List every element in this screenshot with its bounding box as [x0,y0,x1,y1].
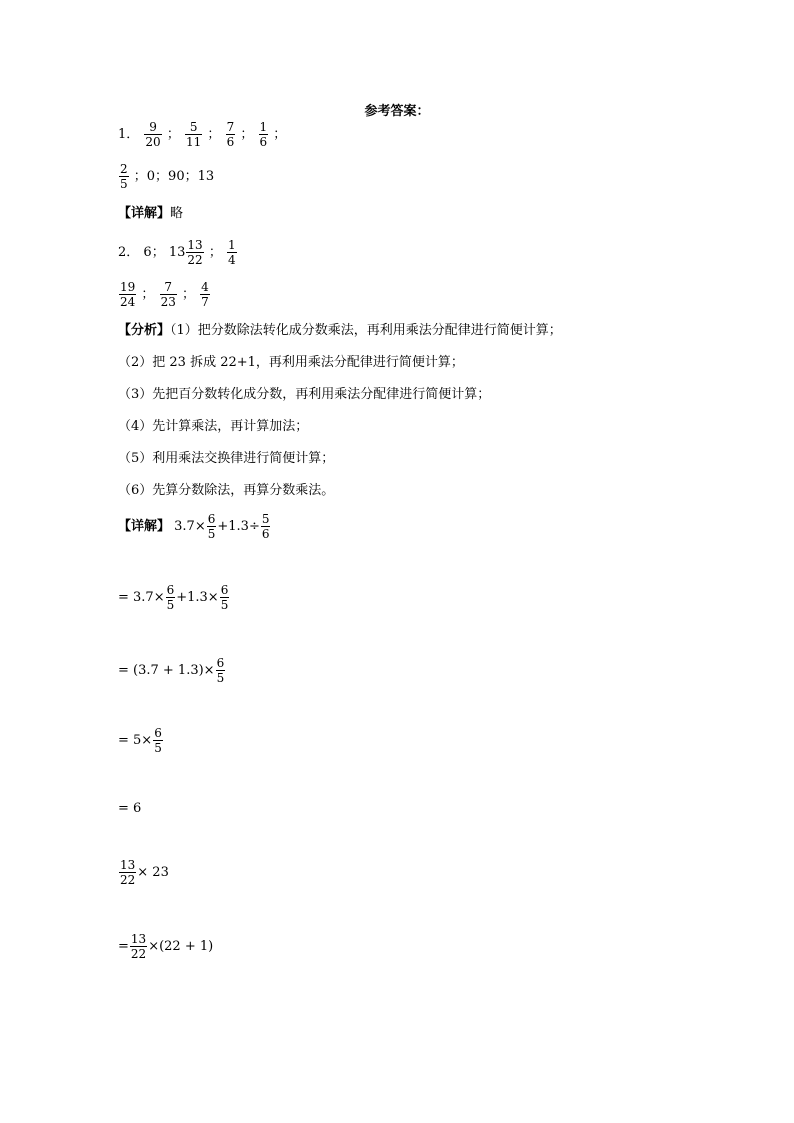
detail-text: 略 [170,206,184,221]
q2-detail-step-7: = $\frac{13}{22}$ ×(22 + 1) [118,932,214,961]
fraction: $\frac{13}{22}$ [187,238,203,267]
q2-analysis-line-4: （4）先计算乘法，再计算加法； [118,419,309,434]
q2-number: 2． [118,244,140,260]
q2-detail-step-6: $\frac{13}{22}$ × 23 [120,858,169,887]
q1-answers-row1: 1． $\frac{9}{20}$ ； $\frac{5}{11}$ ； $\frac{7}{6}$ ； $\frac{1}{6}$ ； [118,120,287,149]
detail-label: 【详解】 [118,518,171,534]
fraction: $\frac{4}{7}$ [201,280,209,309]
q2-answers-row2: $\frac{19}{24}$ ； $\frac{7}{23}$ ； $\frac{4}{7}$ [120,280,209,309]
q2-detail-step-2: = 3.7× $\frac{6}{5}$ +1.3× $\frac{6}{5}$ [118,583,229,612]
q2-detail-step-3: = (3.7 + 1.3)× $\frac{6}{5}$ [118,656,225,685]
fraction: $\frac{13}{22}$ [120,858,136,887]
fraction: $\frac{6}{5}$ [154,726,162,755]
fraction: $\frac{1}{4}$ [227,238,236,267]
q1-number: 1． [118,126,140,142]
q2-analysis-line-3: （3）先把百分数转化成分数，再利用乘法分配律进行简便计算； [118,387,491,402]
fraction: $\frac{5}{6}$ [261,512,270,541]
fraction: $\frac{7}{6}$ [226,120,235,149]
analysis-label: 【分析】 [118,323,171,338]
fraction: $\frac{5}{11}$ [186,120,202,149]
detail-label: 【详解】 [118,206,171,221]
fraction: $\frac{19}{24}$ [120,280,136,309]
q2-detail-step-5: = 6 [118,801,142,816]
q2-analysis-line-6: （6）先算分数除法，再算分数乘法。 [118,483,335,498]
fraction: $\frac{7}{23}$ [160,280,176,309]
q2-detail-step-4: = 5× $\frac{6}{5}$ [118,726,162,755]
q1-detail [118,207,183,221]
q2-analysis-line-5: （5）利用乘法交换律进行简便计算； [118,451,335,466]
fraction: $\frac{6}{5}$ [166,583,175,612]
fraction: $\frac{6}{5}$ [207,512,216,541]
q1-answers-row2: $\frac{2}{5}$ ；0；90；13 [120,162,215,191]
fraction: $\frac{9}{20}$ [145,120,161,149]
q2-analysis-line-2: （2）把 23 拆成 22+1，再利用乘法分配律进行简便计算； [118,355,464,370]
q2-answers-row1: 2． 6； 13 $\frac{13}{22}$ ； $\frac{1}{4}$ [118,238,236,267]
fraction: $\frac{13}{22}$ [130,932,147,961]
q2-analysis-line-1: 【分析】（1）把分数除法转化成分数乘法，再利用乘法分配律进行简便计算； [118,323,562,338]
fraction: $\frac{2}{5}$ [120,162,128,191]
fraction: $\frac{6}{5}$ [220,583,229,612]
page-title: 参考答案： [364,104,430,119]
q2-detail-step-1: 【详解】 3.7× $\frac{6}{5}$ +1.3÷ $\frac{5}{6}$ [118,512,270,541]
fraction: $\frac{6}{5}$ [216,656,225,685]
fraction: $\frac{1}{6}$ [259,120,268,149]
